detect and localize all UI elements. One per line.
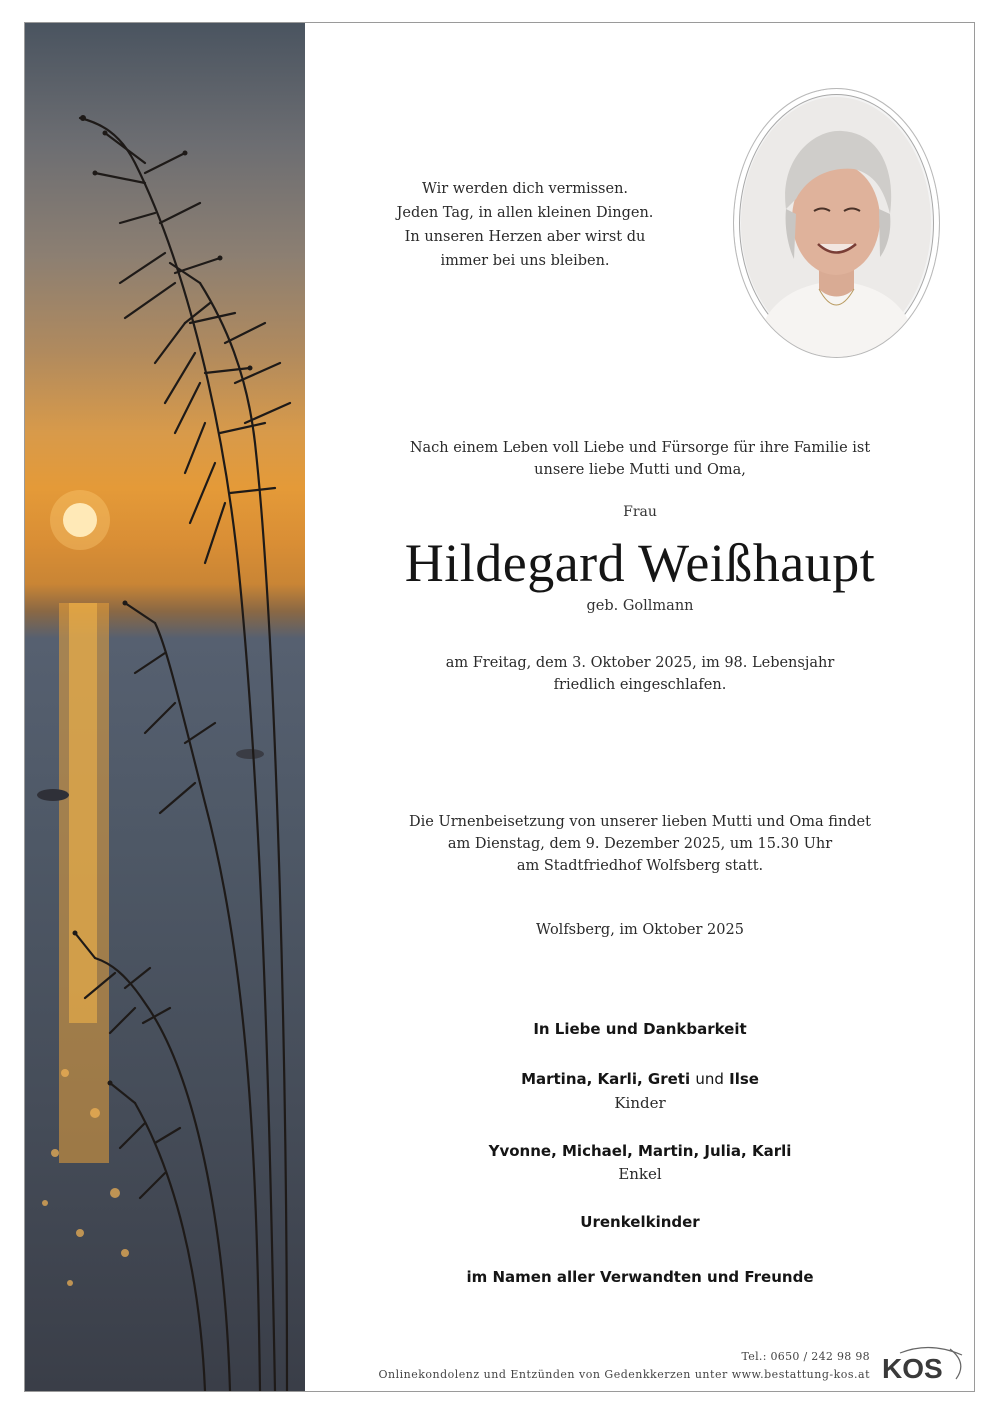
ceremony-text — [320, 811, 960, 877]
children-and: und — [695, 1070, 724, 1088]
poem-line: Wir werden dich vermissen. — [421, 181, 629, 197]
name-prefix: Frau — [623, 504, 657, 520]
children-names-b: Ilse — [729, 1070, 759, 1088]
footer-website-text: Onlinekondolenz und Entzünden von Gedenkkerzen unter www.bestattung-kos.at — [378, 1368, 870, 1381]
relatives-line: im Namen aller Verwandten und Freunde — [466, 1268, 814, 1286]
poem-line: In unseren Herzen aber wirst du — [404, 229, 646, 245]
great-grandchildren: Urenkelkinder — [580, 1213, 700, 1231]
ceremony-line: Die Urnenbeisetzung von unserer lieben Mutti und Oma findet — [409, 814, 871, 830]
children-names-a: Martina, Karli, Greti — [521, 1070, 691, 1088]
poem — [380, 177, 670, 273]
place-date: Wolfsberg, im Oktober 2025 — [536, 922, 744, 938]
intro-line: Nach einem Leben voll Liebe und Fürsorge für ihre Familie ist — [409, 440, 871, 456]
sunset-grass-image — [25, 23, 305, 1391]
poem-line: immer bei uns bleiben. — [440, 253, 610, 269]
footer-phone: Tel.: 0650 / 242 98 98 — [741, 1350, 870, 1363]
maiden-name: geb. Gollmann — [586, 598, 694, 614]
poem-line: Jeden Tag, in allen kleinen Dingen. — [396, 205, 654, 221]
deceased-name: Hildegard Weißhaupt — [404, 533, 876, 593]
death-line: friedlich eingeschlafen. — [553, 677, 727, 693]
death-line: am Freitag, dem 3. Oktober 2025, im 98. Lebensjahr — [445, 655, 835, 671]
ceremony-line: am Dienstag, dem 9. Dezember 2025, um 15.30 Uhr — [447, 836, 833, 852]
children-names — [320, 1070, 960, 1088]
grandchildren-label: Enkel — [618, 1165, 662, 1183]
mourners-heading: In Liebe und Dankbarkeit — [533, 1020, 747, 1038]
kos-logo — [880, 1345, 968, 1385]
grandchildren-names: Yvonne, Michael, Martin, Julia, Karli — [488, 1142, 792, 1160]
ceremony-line: am Stadtfriedhof Wolfsberg statt. — [516, 858, 764, 874]
portrait-photo — [733, 88, 940, 358]
kos-logo-text: KOS — [882, 1353, 943, 1384]
intro-line: unsere liebe Mutti und Oma, — [534, 462, 746, 478]
intro-text — [320, 437, 960, 481]
children-label: Kinder — [614, 1094, 666, 1112]
death-date-text — [320, 652, 960, 696]
